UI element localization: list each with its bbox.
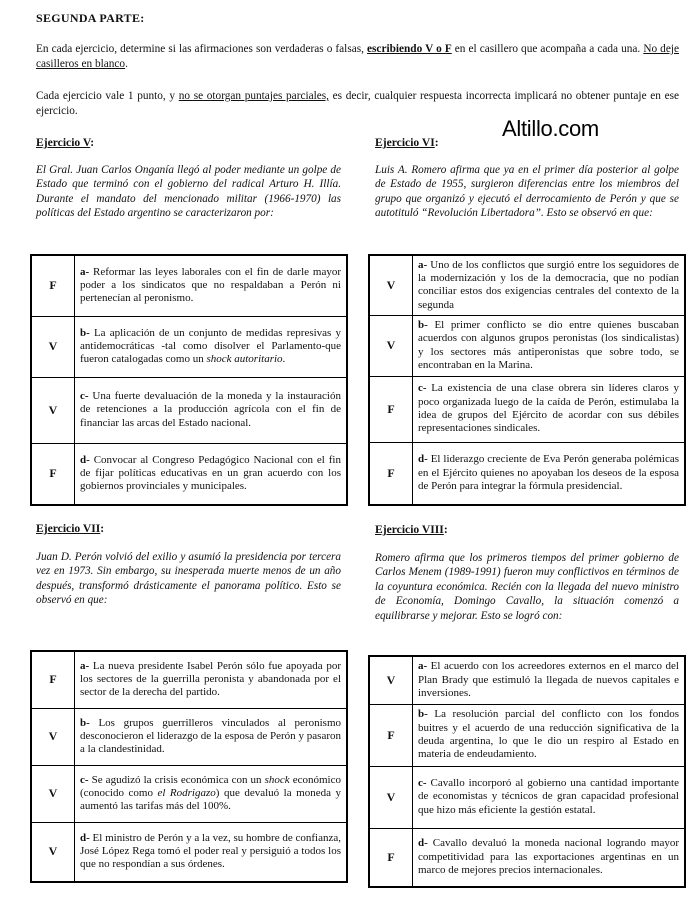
statement-italic: shock autoritario <box>206 353 283 366</box>
exercise-title <box>36 136 94 149</box>
answer-box[interactable]: F <box>369 376 413 442</box>
table-row <box>369 255 685 315</box>
statement-body: económico (conocido como <box>80 773 341 799</box>
table-row <box>369 828 685 887</box>
instr-underlined: no se otorgan puntajes parciales, <box>178 90 329 102</box>
statement-italic: el Rodrigazo <box>157 786 216 799</box>
statement-letter: b- <box>418 708 428 721</box>
statement-letter: d- <box>418 453 428 466</box>
exercise-title-text: Ejercicio VI <box>375 136 435 149</box>
statement-text <box>413 442 686 505</box>
statement-letter: b- <box>80 716 90 729</box>
exercise-title-colon: : <box>434 136 439 149</box>
instructions-paragraph-1 <box>36 42 679 72</box>
statement-letter: c- <box>80 773 89 786</box>
table-row <box>31 765 347 822</box>
exercise-title-text: Ejercicio V <box>36 136 91 149</box>
exercise-table <box>30 254 348 506</box>
statement-body: El primer conflicto se dio entre quienes buscaban acuerdos con algunos grupos peronistas (los sindicalistas) y los sectores más antiperonistas que sobre todo, se encontraban en la Marina. <box>418 318 679 371</box>
statement-body: Convocar al Congreso Pedagógico Nacional con el fin de fijar políticas educativas en un gran acuerdo con los gobiernos provinciales y municipales. <box>80 453 341 493</box>
instr-emphasis: escribiendo V o F <box>367 43 452 55</box>
statement-body: El liderazgo creciente de Eva Perón generaba polémicas en el Ejército quienes no apoyaban los deseos de la esposa de Perón para integrar la fórmula presidencial. <box>418 453 679 492</box>
statement-letter: b- <box>418 318 428 331</box>
statement-text <box>413 656 686 704</box>
statement-body: La resolución parcial del conflicto con los fondos buitres y el acuerdo de una reducción significativa de la deuda argentina, lo que le dio un respiro al Estado en materia de endeudamiento. <box>418 708 679 761</box>
exercise-title <box>36 522 104 535</box>
exercise-title-colon: : <box>90 136 95 149</box>
statement-letter: a- <box>418 660 428 673</box>
exercise-table <box>368 254 686 506</box>
statement-letter: d- <box>80 831 90 844</box>
statement-text <box>413 828 686 887</box>
answer-box[interactable]: F <box>31 651 75 708</box>
table-row <box>31 377 347 443</box>
table-row <box>369 376 685 442</box>
table-row <box>369 704 685 766</box>
exercise-intro: El Gral. Juan Carlos Onganía llegó al poder mediante un golpe de Estado que terminó con el gobierno del radical Arturo H. Illía. Durante el mandato del mencionado militar (1966-1970) las políticas del Estado argentino se caracterizaron por: <box>36 164 341 220</box>
statement-letter: c- <box>418 382 427 395</box>
statement-letter: b- <box>80 326 90 339</box>
answer-box[interactable]: F <box>369 828 413 887</box>
exercise-table <box>30 650 348 883</box>
table-row <box>369 766 685 828</box>
table-row <box>31 255 347 316</box>
statement-body: ) que devaluó la moneda y aumentó las tarifas más del 100%. <box>80 786 341 813</box>
instructions-paragraph-2 <box>36 89 679 119</box>
answer-box[interactable]: F <box>369 704 413 766</box>
statement-text <box>75 255 348 316</box>
table-row <box>31 443 347 505</box>
statement-body: La nueva presidente Isabel Perón sólo fue apoyada por los sectores de la guerrilla peronista y abandonada por el sector de la derecha del partido. <box>80 659 341 699</box>
statement-body: La aplicación de un conjunto de medidas represivas y antidemocráticas -tal como disolver el Parlamento-que fueron catalogadas como un <box>80 326 341 366</box>
table-row <box>369 442 685 505</box>
table-row <box>31 708 347 765</box>
answer-box[interactable]: F <box>31 255 75 316</box>
exercise-intro: Romero afirma que los primeros tiempos del primer gobierno de Carlos Menem (1989-1991) fueron muy conflictivos en términos de la coyuntura económica. Recién con la llegada del nuevo ministro de Economía, Domingo Cavallo, la situación comenzó a equilibrarse y mejorar. Esto se logró con: <box>375 552 679 622</box>
statement-text <box>75 765 348 822</box>
answer-box[interactable]: V <box>369 766 413 828</box>
table-row <box>31 822 347 882</box>
statement-text <box>75 316 348 377</box>
instr-text: Cada ejercicio vale 1 punto, y <box>36 90 179 102</box>
answer-box[interactable]: V <box>31 316 75 377</box>
table-row <box>31 651 347 708</box>
answer-box[interactable]: V <box>31 822 75 882</box>
statement-text <box>75 822 348 882</box>
statement-text <box>75 651 348 708</box>
statement-letter: d- <box>80 453 90 466</box>
statement-italic: shock <box>264 773 290 786</box>
statement-body: Cavallo devaluó la moneda nacional logrando mayor competitividad para las exportaciones argentinas en un marco de mejores precios internacionales. <box>418 837 679 876</box>
table-row <box>31 316 347 377</box>
statement-text <box>413 766 686 828</box>
table-row <box>369 656 685 704</box>
statement-text <box>413 376 686 442</box>
exercise-table <box>368 655 686 888</box>
instr-text: en el casillero que acompaña a cada una. <box>451 43 644 55</box>
exercise-title-colon: : <box>443 523 448 536</box>
statement-letter: a- <box>418 258 428 271</box>
exercise-title <box>375 523 448 536</box>
answer-box[interactable]: V <box>369 656 413 704</box>
statement-body: Una fuerte devaluación de la moneda y la instauración de retenciones a la producción agrícola con el fin de financiar las arcas del Estado nacional. <box>80 390 341 429</box>
statement-text <box>413 255 686 315</box>
instr-text: es decir, cualquier respuesta incorrecta implicará no obtener puntaje en ese ejercicio. <box>36 90 679 117</box>
instr-text: En cada ejercicio, determine si las afirmaciones son verdaderas o falsas, <box>36 43 368 55</box>
statement-body: Cavallo incorporó al gobierno una cantidad importante de economistas y técnicos de gran capacidad profesional que hizo más eficiente la gestión estatal. <box>418 777 679 816</box>
answer-box[interactable]: V <box>369 315 413 376</box>
statement-letter: a- <box>80 265 90 278</box>
statement-body: El acuerdo con los acreedores externos en el marco del Plan Brady que estimuló la llegada de nuevos capitales e inversiones. <box>418 660 679 699</box>
statement-body: La existencia de una clase obrera sin líderes claros y poco organizada luego de la caída de Perón, estimulaba la idea de grupos del Ejército de acordar con sus débiles representaciones sindicales. <box>418 382 679 435</box>
statement-text <box>413 704 686 766</box>
statement-letter: c- <box>418 777 427 790</box>
exercise-intro: Luis A. Romero afirma que ya en el primer día posterior al golpe de Estado de 1955, surgieron diferencias entre los miembros del grupo que organizó y ejecutó el derrocamiento de Perón y que se autotituló “Revolución Libertadora”. Esto se observó en que: <box>375 164 679 220</box>
statement-text <box>75 377 348 443</box>
statement-body: Los grupos guerrilleros vinculados al peronismo desconocieron el liderazgo de la esposa de Perón y pasaron a la clandestinidad. <box>80 716 341 756</box>
instr-underlined: No deje casilleros en blanco <box>36 43 679 70</box>
statement-letter: a- <box>80 659 90 672</box>
statement-body: Se agudizó la crisis económica con un <box>88 773 265 786</box>
statement-text <box>75 708 348 765</box>
statement-body: . <box>282 353 286 366</box>
statement-body: Uno de los conflictos que surgió entre los seguidores de la modernización y los de la democracia, que no podían conciliar estos dos exigencias centrales del contexto de la segunda <box>418 258 679 311</box>
statement-text <box>75 443 348 505</box>
answer-box[interactable]: F <box>369 442 413 505</box>
watermark-logo: Altillo.com <box>502 116 599 141</box>
exercise-title-text: Ejercicio VII <box>36 522 101 535</box>
statement-body: El ministro de Perón y a la vez, su hombre de confianza, José López Rega tomó el poder real y persiguió a todos los que no respondían a sus órdenes. <box>80 831 341 871</box>
table-row <box>369 315 685 376</box>
statement-body: Reformar las leyes laborales con el fin de darle mayor poder a los sindicatos que no respaldaban a Perón ni pertenecían al peronismo. <box>80 265 341 305</box>
answer-box[interactable]: F <box>31 443 75 505</box>
exercise-title-text: Ejercicio VIII <box>375 523 444 536</box>
statement-text <box>413 315 686 376</box>
answer-box[interactable]: V <box>369 255 413 315</box>
answer-box[interactable]: V <box>31 708 75 765</box>
statement-letter: c- <box>80 390 89 403</box>
exercise-title-colon: : <box>100 522 105 535</box>
statement-letter: d- <box>418 837 428 850</box>
section-heading: SEGUNDA PARTE: <box>36 11 145 25</box>
exercise-title <box>375 136 439 149</box>
answer-box[interactable]: V <box>31 765 75 822</box>
exercise-intro: Juan D. Perón volvió del exilio y asumió la presidencia por tercera vez en 1973. Sin embargo, su inesperada muerte menos de un año después, transformó drásticamente el panorama político. Esto se observó en que: <box>36 551 341 607</box>
instr-text: . <box>125 58 128 70</box>
answer-box[interactable]: V <box>31 377 75 443</box>
